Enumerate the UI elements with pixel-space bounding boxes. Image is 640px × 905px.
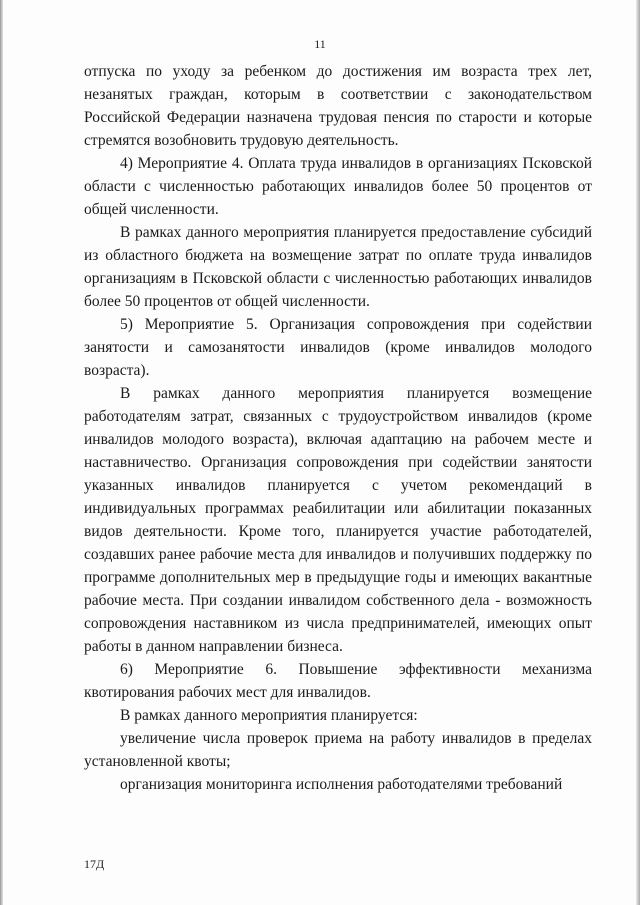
paragraph-measure-5: 5) Мероприятие 5. Организация сопровождения при содействии занятости и самозанятости инвалидов (кроме инвалидов молодого возраста). <box>84 316 592 379</box>
footer-code: 17Д <box>84 857 105 871</box>
paragraph-measure-6-item-1: увеличение числа проверок приема на работу инвалидов в пределах установленной квоты; <box>84 730 592 770</box>
paragraph-measure-5-details: В рамках данного мероприятия планируется возмещение работодателям затрат, связанных с трудоустройством инвалидов (кроме инвалидов молодого возраста), включая адаптацию на рабочем месте и наставничество. Организация сопровождения при содействии занятости указанных инвалидов планируется с учетом рекомендаций в индивидуальных программах реабилитации или абилитации показанных видов деятельности. Кроме того, планируется участие работодателей, создавших ранее рабочие места для инвалидов и получивших поддержку по программе дополнительных мер в предыдущие годы и имеющих вакантные рабочие места. При создании инвалидом собственного дела - возможность сопровождения наставником из числа предпринимателей, имеющих опыт работы в данном направлении бизнеса. <box>84 385 592 655</box>
scan-edge-right <box>636 0 640 905</box>
page-number: 11 <box>314 37 326 51</box>
paragraph-measure-4: 4) Мероприятие 4. Оплата труда инвалидов в организациях Псковской области с численностью работающих инвалидов более 50 процентов от общей численности. <box>84 155 592 218</box>
scan-edge-left <box>0 0 3 905</box>
paragraph-measure-6-item-2: организация мониторинга исполнения работодателями требований <box>120 776 563 793</box>
paragraph-continuation: отпуска по уходу за ребенком до достижения им возраста трех лет, незанятых граждан, которым в соответствии с законодательством Российской Федерации назначена трудовая пенсия по старости и которые стремятся возобновить трудовую деятельность. <box>84 63 592 149</box>
paragraph-measure-6: 6) Мероприятие 6. Повышение эффективности механизма квотирования рабочих мест для инвалидов. <box>84 661 592 701</box>
body-text <box>84 60 592 796</box>
paragraph-measure-6-intro: В рамках данного мероприятия планируется: <box>120 707 418 724</box>
paragraph-measure-4-details: В рамках данного мероприятия планируется предоставление субсидий из областного бюджета на возмещение затрат по оплате труда инвалидов организациям в Псковской области с численностью работающих инвалидов более 50 процентов от общей численности. <box>84 224 592 310</box>
